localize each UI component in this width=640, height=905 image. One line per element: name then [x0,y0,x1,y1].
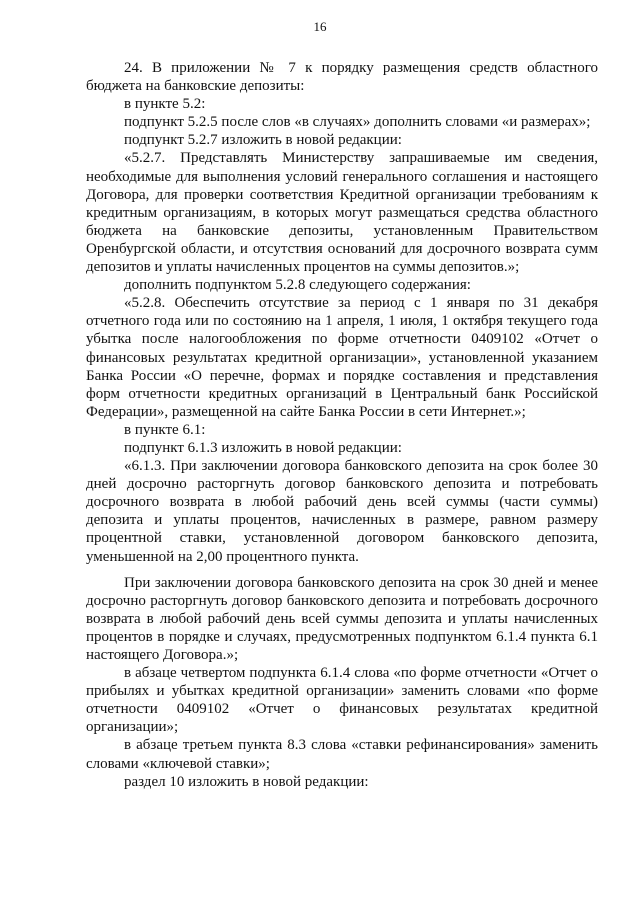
paragraph-subpoint-5-2-8-intro: дополнить подпунктом 5.2.8 следующего содержания: [124,277,471,294]
paragraph-subpoint-5-2-5: подпункт 5.2.5 после слов «в случаях» дополнить словами «и размерах»; [124,114,591,131]
page-number: 16 [313,19,327,34]
paragraph-subpoint-6-1-4-amend: в абзаце четвертом подпункта 6.1.4 слова «по форме отчетности «Отчет о прибылях и убытках кредитной организации» заменить словами «по форме отчетности 0409102 «Отчет о финансовых результатах кредитной организации»; [86,665,598,736]
paragraph-subpoint-5-2-7-intro: подпункт 5.2.7 изложить в новой редакции: [124,132,402,149]
paragraph-subpoint-6-1-3-intro: подпункт 6.1.3 изложить в новой редакции: [124,439,402,456]
paragraph-subpoint-5-2-7-text: «5.2.7. Представлять Министерству запрашиваемые им сведения, необходимые для выполнения условий генерального соглашения и настоящего Договора, для проверки соответствия Кредитной организации требованиям к кредитным организациям, в которых могут размещаться средства областного бюджета на банковские депозиты, установленным Правительством Оренбургской области, и отсутствия оснований для досрочного возврата сумм депозитов и уплаты начисленных процентов на суммы депозитов.»; [86,150,598,276]
document-body [86,59,598,791]
paragraph-point-5-2: в пункте 5.2: [124,96,206,113]
paragraph-section-10-intro: раздел 10 изложить в новой редакции: [124,773,369,790]
paragraph-point-8-3-amend: в абзаце третьем пункта 8.3 слова «ставки рефинансирования» заменить словами «ключевой ставки»; [86,737,598,772]
paragraph-point-6-1: в пункте 6.1: [124,421,206,438]
paragraph-subpoint-6-1-3-text: «6.1.3. При заключении договора банковского депозита на срок более 30 дней досрочно расторгнуть договор банковского депозита и потребовать досрочного возврата в любой рабочий день всей суммы (части суммы) депозита и уплаты процентов, начисленных в размере, равном размеру процентной ставки, установленной договором банковского депозита, уменьшенной на 2,00 процентного пункта. [86,458,598,565]
paragraph-subpoint-5-2-8-text: «5.2.8. Обеспечить отсутствие за период с 1 января по 31 декабря отчетного года или по состоянию на 1 апреля, 1 июля, 1 октября текущего года убытка после налогообложения по форме отчетности 0409102 «Отчет о финансовых результатах кредитной организации», установленной указанием Банка России «О перечне, формах и порядке составления и представления форм отчетности кредитных организаций в Центральный банк Российской Федерации», размещенной на сайте Банка России в сети Интернет.»; [86,295,598,420]
paragraph-item-24-intro: 24. В приложении № 7 к порядку размещения средств областного бюджета на банковские депозиты: [86,60,598,95]
paragraph-subpoint-6-1-3-continued: При заключении договора банковского депозита на срок 30 дней и менее досрочно расторгнуть договор банковского депозита и потребовать досрочного возврата в любой рабочий день всей суммы депозита и уплаты начисленных процентов в порядке и случаях, предусмотренных подпунктом 6.1.4 пункта 6.1 настоящего Договора.»; [86,574,598,663]
